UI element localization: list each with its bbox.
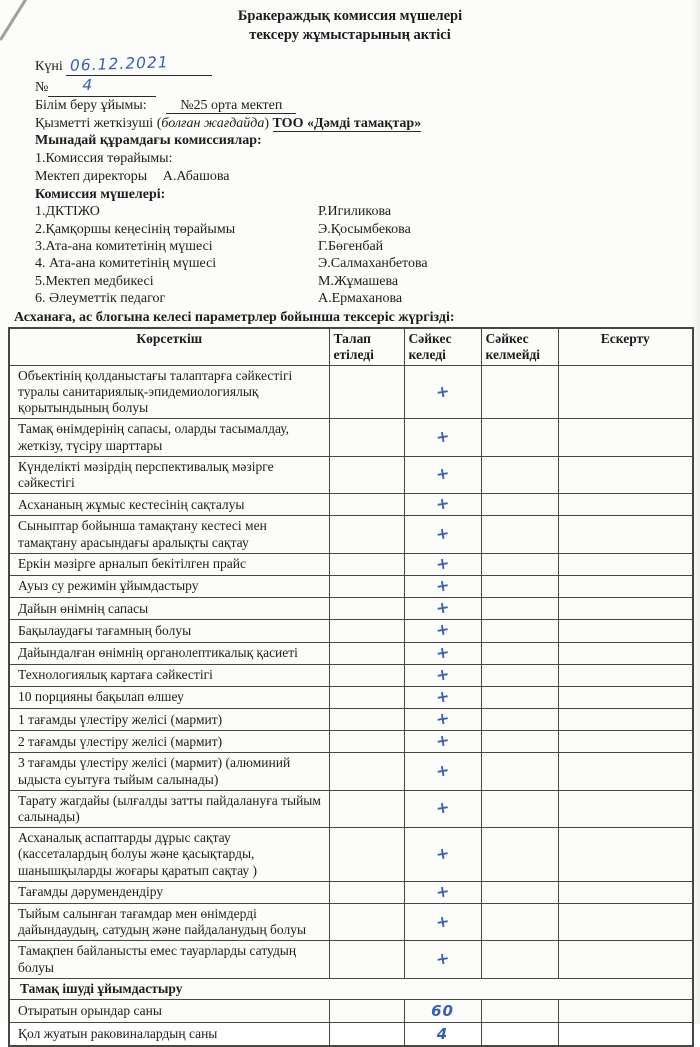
conforms-cell <box>404 575 481 597</box>
indicator-cell: 10 порцияны бақылап өлшеу <box>9 686 329 708</box>
check-mark: + <box>434 597 451 619</box>
member-name: Э.Қосымбекова <box>318 221 411 237</box>
required-cell <box>329 686 404 708</box>
check-mark: + <box>434 552 451 574</box>
indicator-cell: Отыратын орындар саны <box>9 999 329 1022</box>
not-conforms-cell <box>481 790 558 827</box>
provider-row <box>35 115 680 133</box>
required-cell <box>329 516 404 553</box>
header-indicator: Көрсеткіш <box>9 328 329 366</box>
required-cell <box>329 709 404 731</box>
conforms-cell <box>404 516 481 553</box>
commission-member-row <box>35 221 680 238</box>
inspection-table <box>8 327 694 1047</box>
check-mark: + <box>434 708 451 730</box>
conforms-cell <box>404 941 481 978</box>
table-row <box>9 456 693 493</box>
table-row <box>9 620 693 642</box>
note-cell <box>558 686 693 708</box>
table-row <box>9 598 693 620</box>
not-conforms-cell <box>481 941 558 978</box>
check-mark: + <box>434 426 451 448</box>
note-cell <box>558 664 693 686</box>
organization-label: Білім беру ұйымы: <box>35 97 147 113</box>
check-mark: + <box>434 760 451 782</box>
conforms-cell <box>404 731 481 753</box>
conforms-cell <box>404 620 481 642</box>
table-row <box>9 881 693 903</box>
note-cell <box>558 709 693 731</box>
indicator-cell: Дайын өнімнің сапасы <box>9 598 329 620</box>
not-conforms-cell <box>481 709 558 731</box>
table-row <box>9 903 693 940</box>
note-cell <box>558 494 693 516</box>
table-row <box>9 365 693 419</box>
check-mark: + <box>434 685 451 707</box>
required-cell <box>329 881 404 903</box>
member-role: 6. Әлеуметтік педагог <box>35 291 166 307</box>
conforms-cell <box>404 903 481 940</box>
member-role: 4. Ата-ана комитетінің мүшесі <box>35 256 217 272</box>
conforms-cell <box>404 686 481 708</box>
not-conforms-cell <box>481 881 558 903</box>
not-conforms-cell <box>481 903 558 940</box>
conforms-cell <box>404 881 481 903</box>
not-conforms-cell <box>481 365 558 419</box>
title-line-2: тексеру жұмыстарының актісі <box>249 27 451 44</box>
commission-member-row <box>35 255 680 272</box>
indicator-cell: Сыныптар бойынша тамақтану кестесі мен тамақтану арасындағы аралықты сақтау <box>9 516 329 553</box>
indicator-cell: Тыйым салынған тағамдар мен өнімдерді дайындаудың, сатудың және пайдаланудың болуы <box>9 903 329 940</box>
chair-name: А.Абашова <box>162 168 230 184</box>
inspection-table-body <box>9 365 693 1046</box>
table-count-row <box>9 999 693 1022</box>
table-row <box>9 494 693 516</box>
provider-note-open: ( <box>156 115 162 131</box>
header-note: Ескерту <box>558 328 693 366</box>
not-conforms-cell <box>481 575 558 597</box>
not-conforms-cell <box>481 620 558 642</box>
note-cell <box>558 731 693 753</box>
conforms-cell <box>404 1023 481 1047</box>
note-cell <box>558 999 693 1022</box>
note-cell <box>558 620 693 642</box>
not-conforms-cell <box>481 731 558 753</box>
indicator-cell: Тамақ өнімдерінің сапасы, оларды тасымалдау, жеткізу, түсіру шарттары <box>9 419 329 456</box>
check-mark: + <box>434 910 451 932</box>
check-mark: + <box>434 842 451 864</box>
indicator-cell: Тарату жагдайы (ылғалды затты пайдалануға тыйым салынады) <box>9 790 329 827</box>
required-cell <box>329 456 404 493</box>
check-mark: + <box>434 463 451 485</box>
note-cell <box>558 598 693 620</box>
table-row <box>9 731 693 753</box>
required-cell <box>329 753 404 790</box>
header-conforms: Сәйкес келеді <box>404 328 481 366</box>
provider-label: Қызметті жеткізуші <box>35 115 154 131</box>
member-name: А.Ермаханова <box>318 291 403 307</box>
member-name: Г.Бөгенбай <box>318 239 384 255</box>
table-row <box>9 941 693 978</box>
not-conforms-cell <box>481 516 558 553</box>
member-name: Р.Игиликова <box>318 204 392 220</box>
conforms-cell <box>404 664 481 686</box>
conforms-cell <box>404 642 481 664</box>
table-row <box>9 709 693 731</box>
note-cell <box>558 516 693 553</box>
table-intro: Асханаға, ас блогына келесі параметрлер бойынша тексеріс жүргізді: <box>14 309 455 325</box>
table-count-row <box>9 1023 693 1047</box>
indicator-cell: 1 тағамды үлестіру желісі (мармит) <box>9 709 329 731</box>
note-cell <box>558 941 693 978</box>
conforms-cell <box>404 419 481 456</box>
table-row <box>9 828 693 882</box>
conforms-cell <box>404 365 481 419</box>
indicator-cell: Ауыз су режимін ұйымдастыру <box>9 575 329 597</box>
table-row <box>9 553 693 575</box>
not-conforms-cell <box>481 494 558 516</box>
required-cell <box>329 620 404 642</box>
provider-value: ТОО «Дәмді тамақтар» <box>272 115 422 131</box>
indicator-cell: Тамақпен байланысты емес тауарларды сатудың болуы <box>9 941 329 978</box>
check-mark: + <box>434 380 451 402</box>
not-conforms-cell <box>481 456 558 493</box>
conforms-cell <box>404 828 481 882</box>
indicator-cell: Технологиялық картаға сәйкестігі <box>9 664 329 686</box>
indicator-cell: 3 тағамды үлестіру желісі (мармит) (алюминий ыдыста суытуға тыйым салынады) <box>9 753 329 790</box>
not-conforms-cell <box>481 999 558 1022</box>
required-cell <box>329 494 404 516</box>
required-cell <box>329 575 404 597</box>
required-cell <box>329 598 404 620</box>
indicator-cell: Тағамды дәрумендендіру <box>9 881 329 903</box>
note-cell <box>558 790 693 827</box>
organization-value: №25 орта мектеп <box>166 98 296 114</box>
check-mark: + <box>434 575 451 596</box>
conforms-cell <box>404 999 481 1022</box>
conforms-cell <box>404 598 481 620</box>
provider-note-close: ) <box>264 115 270 131</box>
chair-role: Мектеп директоры <box>35 168 148 184</box>
commission-member-row <box>35 238 680 255</box>
section-title: Тамақ ішуді ұйымдастыру <box>9 978 693 999</box>
not-conforms-cell <box>481 664 558 686</box>
conforms-cell <box>404 494 481 516</box>
indicator-cell: Бақылаудағы тағамның болуы <box>9 620 329 642</box>
check-mark: + <box>434 641 451 663</box>
number-value-handwritten: 4 <box>82 76 94 95</box>
required-cell <box>329 419 404 456</box>
indicator-cell: 2 тағамды үлестіру желісі (мармит) <box>9 731 329 753</box>
commission-heading: Мынадай құрамдағы комиссиялар: <box>35 133 262 149</box>
indicator-cell: Дайындалған өнімнің органолептикалық қасиеті <box>9 642 329 664</box>
required-cell <box>329 664 404 686</box>
indicator-cell: Еркін мәзірге арналып бекітілген прайс <box>9 553 329 575</box>
not-conforms-cell <box>481 419 558 456</box>
check-mark: + <box>434 730 451 752</box>
member-role: 5.Мектеп медбикесі <box>35 273 154 289</box>
member-name: Э.Салмаханбетова <box>318 256 428 272</box>
indicator-cell: Асхананың жұмыс кестесінің сақталуы <box>9 494 329 516</box>
table-row <box>9 664 693 686</box>
table-row <box>9 419 693 456</box>
conforms-cell <box>404 456 481 493</box>
not-conforms-cell <box>481 553 558 575</box>
member-role: 3.Ата-ана комитетінің мүшесі <box>35 239 213 255</box>
commission-member-row <box>35 273 680 290</box>
required-cell <box>329 1023 404 1047</box>
member-role: 1.ДКТІЖО <box>35 204 100 220</box>
conforms-cell <box>404 553 481 575</box>
note-cell <box>558 456 693 493</box>
check-mark: + <box>434 493 451 515</box>
not-conforms-cell <box>481 828 558 882</box>
table-row <box>9 686 693 708</box>
check-mark: + <box>434 619 451 641</box>
table-row <box>9 575 693 597</box>
required-cell <box>329 790 404 827</box>
conforms-cell <box>404 790 481 827</box>
required-cell <box>329 642 404 664</box>
not-conforms-cell <box>481 642 558 664</box>
header-required: Талап етіледі <box>329 328 404 366</box>
commission-member-row <box>35 290 680 307</box>
table-header-row <box>9 328 693 366</box>
provider-note: болған жағдайда <box>161 115 265 131</box>
table-row <box>9 642 693 664</box>
note-cell <box>558 753 693 790</box>
number-label: № <box>35 80 49 96</box>
chair-label: 1.Комиссия төрайымы: <box>35 151 173 167</box>
title-line-1: Бракераждық комиссия мүшелері <box>237 8 463 24</box>
count-value-handwritten: 4 <box>436 1025 449 1044</box>
date-label: Күні <box>35 59 63 75</box>
members-list <box>35 203 680 307</box>
note-cell <box>558 553 693 575</box>
indicator-cell: Объектінің қолданыстағы талаптарға сәйкестігі туралы санитариялық-эпидемиологиялық қорытындының болуы <box>9 365 329 419</box>
check-mark: + <box>434 880 451 902</box>
date-row <box>35 55 680 76</box>
required-cell <box>329 553 404 575</box>
note-cell <box>558 903 693 940</box>
organization-row <box>35 97 680 115</box>
count-value-handwritten: 60 <box>431 1001 454 1020</box>
commission-member-row <box>35 203 680 220</box>
note-cell <box>558 881 693 903</box>
table-row <box>9 753 693 790</box>
note-cell <box>558 642 693 664</box>
date-line <box>66 55 212 76</box>
document-title <box>0 0 700 45</box>
table-section-row <box>9 978 693 999</box>
header-not-conforms: Сәйкес келмейді <box>481 328 558 366</box>
table-row <box>9 790 693 827</box>
not-conforms-cell <box>481 753 558 790</box>
conforms-cell <box>404 709 481 731</box>
chair-row <box>35 168 680 186</box>
note-cell <box>558 419 693 456</box>
member-role: 2.Қамқоршы кеңесінің төрайымы <box>35 221 236 237</box>
required-cell <box>329 941 404 978</box>
conforms-cell <box>404 753 481 790</box>
check-mark: + <box>434 948 451 969</box>
table-row <box>9 516 693 553</box>
required-cell <box>329 731 404 753</box>
date-value-handwritten: 06.12.2021 <box>69 53 170 75</box>
indicator-cell: Қол жуатын раковиналардың саны <box>9 1023 329 1047</box>
document-meta <box>35 55 680 307</box>
check-mark: + <box>434 663 451 685</box>
member-name: М.Жұмашева <box>318 273 399 289</box>
not-conforms-cell <box>481 1023 558 1047</box>
members-heading: Комиссия мүшелері: <box>35 186 166 202</box>
number-line <box>48 76 156 97</box>
indicator-cell: Күнделікті мәзірдің перспективалық мәзірге сәйкестігі <box>9 456 329 493</box>
note-cell <box>558 1023 693 1047</box>
required-cell <box>329 903 404 940</box>
check-mark: + <box>434 797 451 819</box>
check-mark: + <box>434 523 451 544</box>
note-cell <box>558 575 693 597</box>
not-conforms-cell <box>481 598 558 620</box>
required-cell <box>329 365 404 419</box>
not-conforms-cell <box>481 686 558 708</box>
note-cell <box>558 365 693 419</box>
required-cell <box>329 828 404 882</box>
number-row <box>35 76 680 97</box>
indicator-cell: Асханалық аспаптарды дұрыс сақтау (кассеталардың болуы және қасықтарды, шанышқыларды жоғары қаратып сақтау ) <box>9 828 329 882</box>
note-cell <box>558 828 693 882</box>
required-cell <box>329 999 404 1022</box>
